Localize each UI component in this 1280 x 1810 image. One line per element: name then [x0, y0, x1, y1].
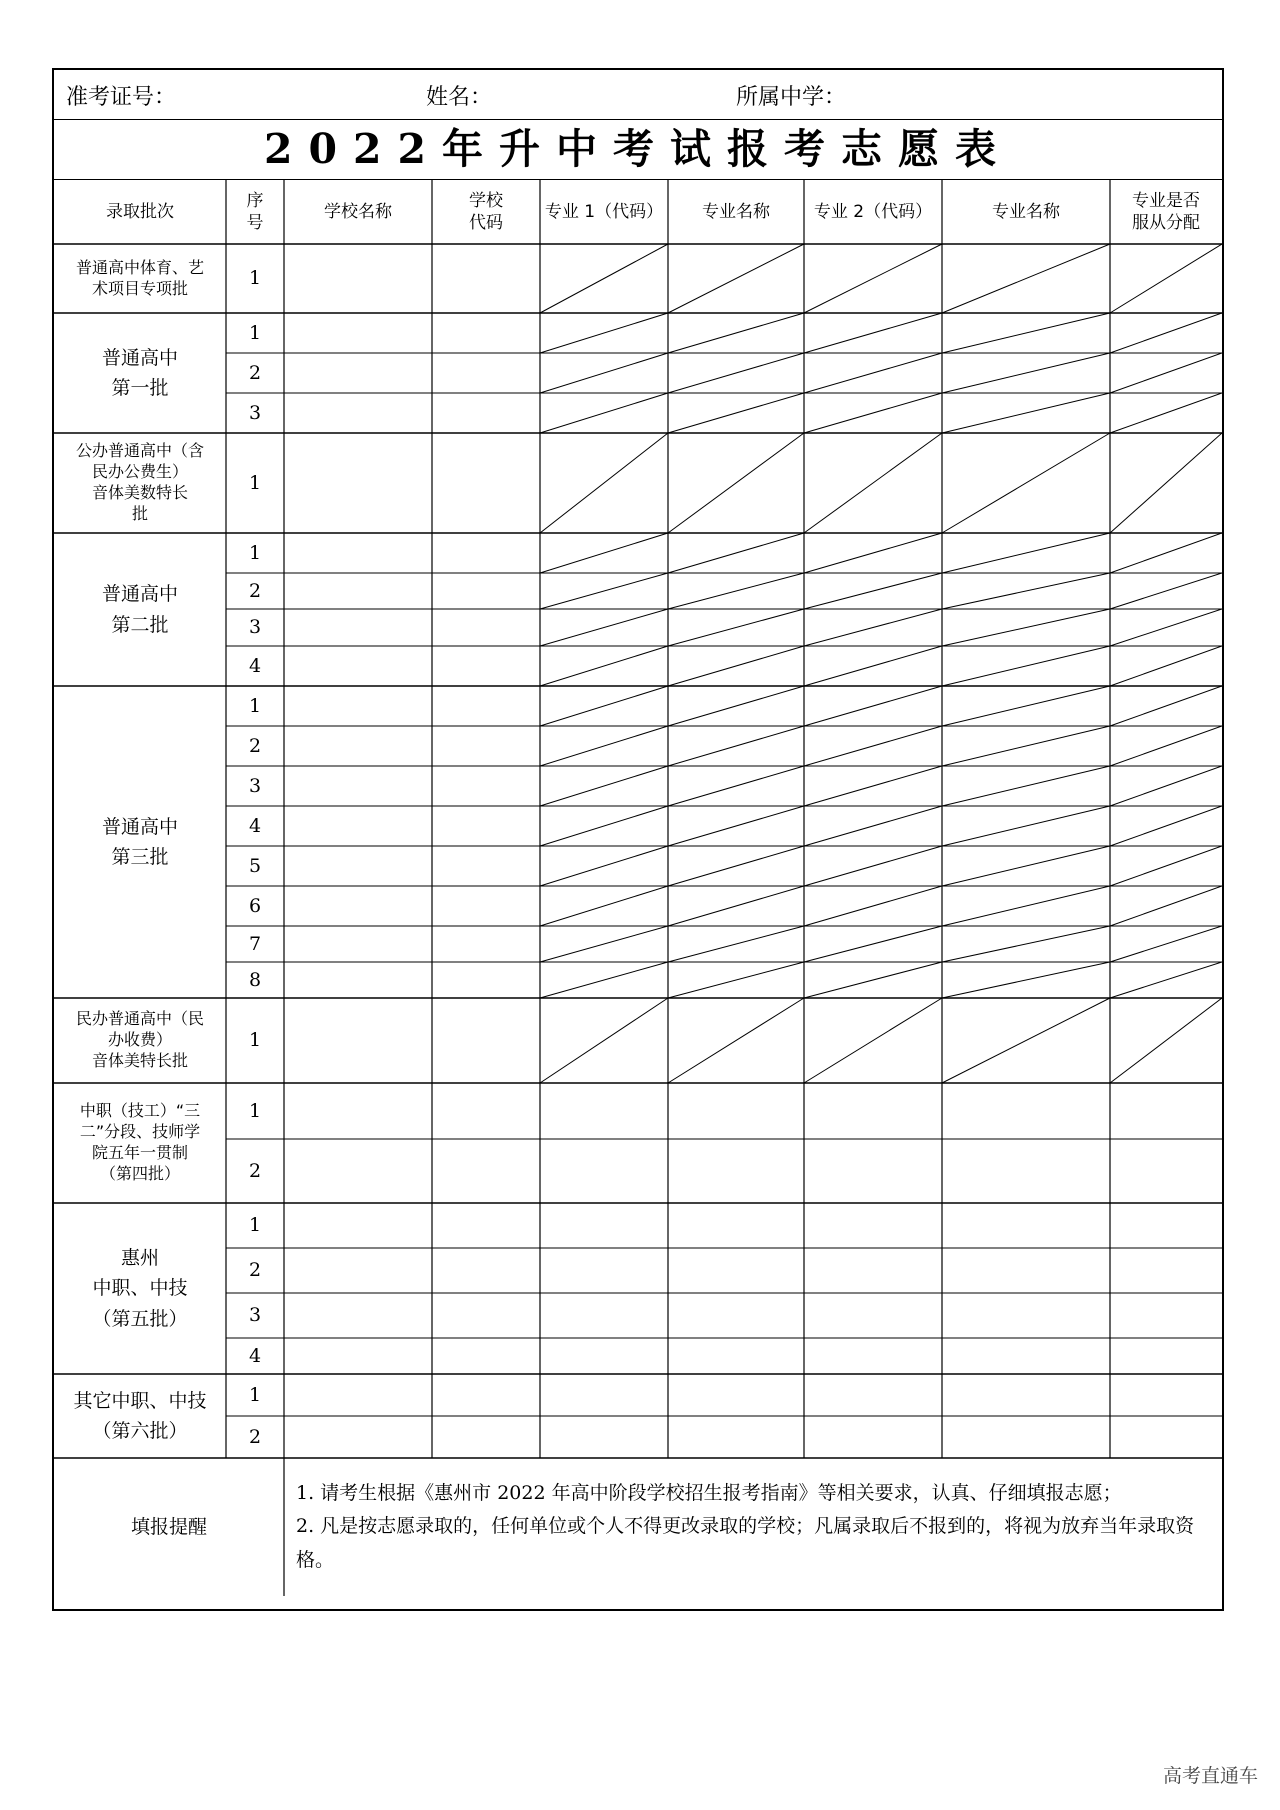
major1-name-input[interactable] [668, 1203, 804, 1248]
batch-name: 公办普通高中（含 民办公费生） 音体美数特长 批 [75, 441, 204, 523]
major2-name-input[interactable] [942, 353, 1110, 393]
seq-number: 2 [248, 1159, 262, 1182]
seq-number: 2 [248, 1259, 262, 1282]
school-code-input[interactable] [432, 353, 540, 393]
major2-name-input[interactable] [942, 806, 1110, 846]
major1-code-input[interactable] [540, 393, 668, 433]
major2-name-input[interactable] [942, 646, 1110, 686]
school-name-input[interactable] [284, 1374, 432, 1416]
major1-name-input[interactable] [668, 886, 804, 926]
obey-allocation-input[interactable] [1110, 393, 1222, 433]
obey-allocation-input[interactable] [1110, 1374, 1222, 1416]
major1-name-input[interactable] [668, 1374, 804, 1416]
obey-allocation-input[interactable] [1110, 886, 1222, 926]
major2-code-input[interactable] [804, 393, 942, 433]
school-code-input[interactable] [432, 1293, 540, 1338]
school-code-input[interactable] [432, 1083, 540, 1139]
major2-code-input[interactable] [804, 353, 942, 393]
major2-code-input[interactable] [804, 846, 942, 886]
obey-allocation-input[interactable] [1110, 806, 1222, 846]
major1-code-input[interactable] [540, 1248, 668, 1293]
major2-code-input[interactable] [804, 1139, 942, 1203]
seq-number: 1 [248, 541, 262, 564]
batch-name: 普通高中 第一批 [101, 346, 178, 399]
seq-number: 4 [248, 1344, 262, 1367]
major1-code-header: 专业 1（代码） [544, 201, 664, 222]
obey-allocation-input[interactable] [1110, 1416, 1222, 1458]
school-name-input[interactable] [284, 646, 432, 686]
batch-name: 中职（技工）“三 二”分段、技师学 院五年一贯制 （第四批） [79, 1101, 201, 1183]
major1-code-input[interactable] [540, 962, 668, 998]
school-code-input[interactable] [432, 726, 540, 766]
major2-code-input[interactable] [804, 433, 942, 533]
school-name-input[interactable] [284, 1139, 432, 1203]
ticket-number-label: 准考证号： [66, 85, 177, 110]
major1-code-input[interactable] [540, 1374, 668, 1416]
major2-name-input[interactable] [942, 1338, 1110, 1374]
major1-code-input[interactable] [540, 1293, 668, 1338]
seq-number: 5 [248, 854, 262, 877]
major2-code-input[interactable] [804, 1248, 942, 1293]
major1-code-input[interactable] [540, 313, 668, 353]
major1-name-input[interactable] [668, 926, 804, 962]
school-code-input[interactable] [432, 962, 540, 998]
major1-code-input[interactable] [540, 806, 668, 846]
school-name-input[interactable] [284, 244, 432, 313]
major1-name-input[interactable] [668, 1293, 804, 1338]
major1-name-input[interactable] [668, 1083, 804, 1139]
major2-name-input[interactable] [942, 1203, 1110, 1248]
obey-allocation-input[interactable] [1110, 533, 1222, 573]
major1-name-input[interactable] [668, 433, 804, 533]
major1-name-input[interactable] [668, 646, 804, 686]
school-name-input[interactable] [284, 998, 432, 1083]
major2-code-input[interactable] [804, 646, 942, 686]
seq-number: 2 [248, 1425, 262, 1448]
batch-name: 普通高中 第三批 [101, 815, 178, 868]
school-name-input[interactable] [284, 573, 432, 609]
school-code-input[interactable] [432, 806, 540, 846]
watermark: 高考直通车 [1162, 1765, 1258, 1787]
school-code-input[interactable] [432, 393, 540, 433]
seq-number: 1 [248, 1099, 262, 1122]
major2-code-input[interactable] [804, 1083, 942, 1139]
obey-allocation-input[interactable] [1110, 573, 1222, 609]
seq-number: 3 [248, 616, 262, 639]
major2-name-input[interactable] [942, 926, 1110, 962]
obey-allocation-input[interactable] [1110, 313, 1222, 353]
major2-name-input[interactable] [942, 573, 1110, 609]
school-code-input[interactable] [432, 886, 540, 926]
obey-allocation-input[interactable] [1110, 609, 1222, 646]
seq-number: 6 [248, 894, 262, 917]
school-code-input[interactable] [432, 926, 540, 962]
seq-header: 序 号 [246, 190, 264, 233]
major1-code-input[interactable] [540, 609, 668, 646]
major1-code-input[interactable] [540, 846, 668, 886]
major1-code-input[interactable] [540, 1203, 668, 1248]
obey-allocation-input[interactable] [1110, 1248, 1222, 1293]
school-code-input[interactable] [432, 1248, 540, 1293]
seq-number: 1 [248, 1029, 262, 1052]
obey-allocation-input[interactable] [1110, 686, 1222, 726]
major1-code-input[interactable] [540, 533, 668, 573]
seq-number: 1 [248, 694, 262, 717]
candidate-info-row [54, 70, 1222, 120]
major2-name-input[interactable] [942, 962, 1110, 998]
school-code-header: 学校 代码 [469, 190, 503, 233]
school-code-input[interactable] [432, 646, 540, 686]
major2-code-input[interactable] [804, 1338, 942, 1374]
school-name-input[interactable] [284, 806, 432, 846]
major2-name-input[interactable] [942, 1248, 1110, 1293]
school-name-input[interactable] [284, 886, 432, 926]
major2-code-input[interactable] [804, 244, 942, 313]
major1-name-input[interactable] [668, 962, 804, 998]
major1-name-input[interactable] [668, 686, 804, 726]
school-code-input[interactable] [432, 1338, 540, 1374]
major1-code-input[interactable] [540, 244, 668, 313]
major2-code-input[interactable] [804, 1293, 942, 1338]
batch-name: 普通高中体育、艺 术项目专项批 [75, 257, 204, 298]
school-code-input[interactable] [432, 573, 540, 609]
major1-name-input[interactable] [668, 533, 804, 573]
obey-allocation-input[interactable] [1110, 1203, 1222, 1248]
school-code-input[interactable] [432, 433, 540, 533]
major1-code-input[interactable] [540, 433, 668, 533]
batch-name: 民办普通高中（民 办收费） 音体美特长批 [75, 1009, 204, 1070]
major2-code-input[interactable] [804, 962, 942, 998]
major1-code-input[interactable] [540, 1139, 668, 1203]
obey-allocation-input[interactable] [1110, 926, 1222, 962]
school-name-input[interactable] [284, 686, 432, 726]
major2-code-input[interactable] [804, 726, 942, 766]
school-name-input[interactable] [284, 533, 432, 573]
major1-name-input[interactable] [668, 353, 804, 393]
school-code-input[interactable] [432, 1203, 540, 1248]
major2-name-input[interactable] [942, 433, 1110, 533]
major1-code-input[interactable] [540, 926, 668, 962]
major1-code-input[interactable] [540, 726, 668, 766]
seq-number: 2 [248, 579, 262, 602]
major2-code-input[interactable] [804, 1416, 942, 1458]
seq-number: 1 [248, 321, 262, 344]
obey-allocation-input[interactable] [1110, 962, 1222, 998]
major1-code-input[interactable] [540, 1416, 668, 1458]
major2-name-input[interactable] [942, 393, 1110, 433]
batch-header: 录取批次 [106, 201, 174, 222]
major1-code-input[interactable] [540, 998, 668, 1083]
school-code-input[interactable] [432, 766, 540, 806]
obey-allocation-input[interactable] [1110, 726, 1222, 766]
seq-number: 4 [248, 814, 262, 837]
school-name-input[interactable] [284, 846, 432, 886]
seq-number: 4 [248, 654, 262, 677]
major1-code-input[interactable] [540, 1083, 668, 1139]
school-code-input[interactable] [432, 1374, 540, 1416]
obey-allocation-input[interactable] [1110, 1293, 1222, 1338]
major2-code-input[interactable] [804, 1374, 942, 1416]
school-code-input[interactable] [432, 609, 540, 646]
major2-name-input[interactable] [942, 244, 1110, 313]
major2-code-input[interactable] [804, 886, 942, 926]
major2-code-header: 专业 2（代码） [813, 201, 933, 222]
obey-allocation-input[interactable] [1110, 353, 1222, 393]
major2-code-input[interactable] [804, 926, 942, 962]
major2-name-input[interactable] [942, 609, 1110, 646]
notes-label: 填报提醒 [130, 1515, 207, 1538]
seq-number: 1 [248, 471, 262, 494]
school-name-input[interactable] [284, 433, 432, 533]
major2-name-input[interactable] [942, 1293, 1110, 1338]
major1-code-input[interactable] [540, 886, 668, 926]
school-name-input[interactable] [284, 353, 432, 393]
name-label: 姓名： [426, 85, 493, 110]
major2-name-input[interactable] [942, 998, 1110, 1083]
major1-code-input[interactable] [540, 686, 668, 726]
application-form [52, 68, 1224, 1611]
major1-name-input[interactable] [668, 806, 804, 846]
major2-name-input[interactable] [942, 766, 1110, 806]
obey-allocation-input[interactable] [1110, 244, 1222, 313]
school-name-input[interactable] [284, 1416, 432, 1458]
school-name-header: 学校名称 [324, 201, 392, 222]
obey-allocation-input[interactable] [1110, 646, 1222, 686]
major2-name-input[interactable] [942, 726, 1110, 766]
major1-code-input[interactable] [540, 353, 668, 393]
major1-name-input[interactable] [668, 609, 804, 646]
school-code-input[interactable] [432, 686, 540, 726]
school-code-input[interactable] [432, 1139, 540, 1203]
seq-number: 1 [248, 1214, 262, 1237]
major2-name-input[interactable] [942, 886, 1110, 926]
major1-code-input[interactable] [540, 1338, 668, 1374]
major2-code-input[interactable] [804, 806, 942, 846]
major2-code-input[interactable] [804, 686, 942, 726]
major2-name-input[interactable] [942, 533, 1110, 573]
seq-number: 3 [248, 1304, 262, 1327]
major2-name-input[interactable] [942, 1139, 1110, 1203]
school-code-input[interactable] [432, 998, 540, 1083]
major2-name-input[interactable] [942, 846, 1110, 886]
major2-code-input[interactable] [804, 998, 942, 1083]
major1-code-input[interactable] [540, 646, 668, 686]
school-code-input[interactable] [432, 846, 540, 886]
major1-name-input[interactable] [668, 1338, 804, 1374]
major1-code-input[interactable] [540, 766, 668, 806]
major2-code-input[interactable] [804, 1203, 942, 1248]
major1-code-input[interactable] [540, 573, 668, 609]
obey-allocation-input[interactable] [1110, 766, 1222, 806]
seq-number: 7 [248, 932, 262, 955]
obey-allocation-input[interactable] [1110, 1338, 1222, 1374]
major2-code-input[interactable] [804, 573, 942, 609]
obey-allocation-input[interactable] [1110, 1139, 1222, 1203]
seq-number: 2 [248, 361, 262, 384]
major2-code-input[interactable] [804, 609, 942, 646]
obey-allocation-input[interactable] [1110, 998, 1222, 1083]
major1-name-input[interactable] [668, 1139, 804, 1203]
obey-allocation-header: 专业是否 服从分配 [1132, 190, 1200, 233]
major2-code-input[interactable] [804, 313, 942, 353]
major2-name-input[interactable] [942, 313, 1110, 353]
school-name-input[interactable] [284, 393, 432, 433]
major1-name-header: 专业名称 [702, 201, 770, 222]
seq-number: 2 [248, 734, 262, 757]
school-name-input[interactable] [284, 962, 432, 998]
school-name-input[interactable] [284, 766, 432, 806]
major2-name-header: 专业名称 [992, 201, 1060, 222]
seq-number: 3 [248, 401, 262, 424]
school-name-input[interactable] [284, 1338, 432, 1374]
school-name-input[interactable] [284, 1203, 432, 1248]
major2-name-input[interactable] [942, 1083, 1110, 1139]
major1-name-input[interactable] [668, 573, 804, 609]
major2-code-input[interactable] [804, 533, 942, 573]
batch-name: 其它中职、中技 （第六批） [73, 1389, 207, 1442]
major1-name-input[interactable] [668, 766, 804, 806]
major1-name-input[interactable] [668, 313, 804, 353]
obey-allocation-input[interactable] [1110, 846, 1222, 886]
seq-number: 3 [248, 774, 262, 797]
seq-number: 1 [248, 1383, 262, 1406]
major1-name-input[interactable] [668, 1416, 804, 1458]
major1-name-input[interactable] [668, 998, 804, 1083]
school-code-input[interactable] [432, 313, 540, 353]
school-name-input[interactable] [284, 609, 432, 646]
seq-number: 1 [248, 267, 262, 290]
major2-name-input[interactable] [942, 1416, 1110, 1458]
school-name-input[interactable] [284, 726, 432, 766]
form-title: 2022年升中考试报考志愿表 [54, 120, 1222, 180]
major1-name-input[interactable] [668, 1248, 804, 1293]
school-name-input[interactable] [284, 313, 432, 353]
school-label: 所属中学： [736, 85, 847, 110]
notes-text: 1. 请考生根据《惠州市 2022 年高中阶段学校招生报考指南》等相关要求，认真、仔细填报志愿； 2. 凡是按志愿录取的，任何单位或个人不得更改录取的学校；凡属录取后不报到的，将视为放弃当年录取资格。 [296, 1482, 1195, 1571]
major2-name-input[interactable] [942, 686, 1110, 726]
major1-name-input[interactable] [668, 846, 804, 886]
major2-code-input[interactable] [804, 766, 942, 806]
major1-name-input[interactable] [668, 393, 804, 433]
school-code-input[interactable] [432, 1416, 540, 1458]
obey-allocation-input[interactable] [1110, 1083, 1222, 1139]
school-name-input[interactable] [284, 1083, 432, 1139]
major2-name-input[interactable] [942, 1374, 1110, 1416]
school-name-input[interactable] [284, 1248, 432, 1293]
major1-name-input[interactable] [668, 726, 804, 766]
school-name-input[interactable] [284, 926, 432, 962]
seq-number: 8 [248, 968, 262, 991]
batch-name: 普通高中 第二批 [101, 583, 178, 636]
school-code-input[interactable] [432, 244, 540, 313]
school-code-input[interactable] [432, 533, 540, 573]
batch-name: 惠州 中职、中技 （第五批） [92, 1246, 188, 1330]
school-name-input[interactable] [284, 1293, 432, 1338]
major1-name-input[interactable] [668, 244, 804, 313]
obey-allocation-input[interactable] [1110, 433, 1222, 533]
